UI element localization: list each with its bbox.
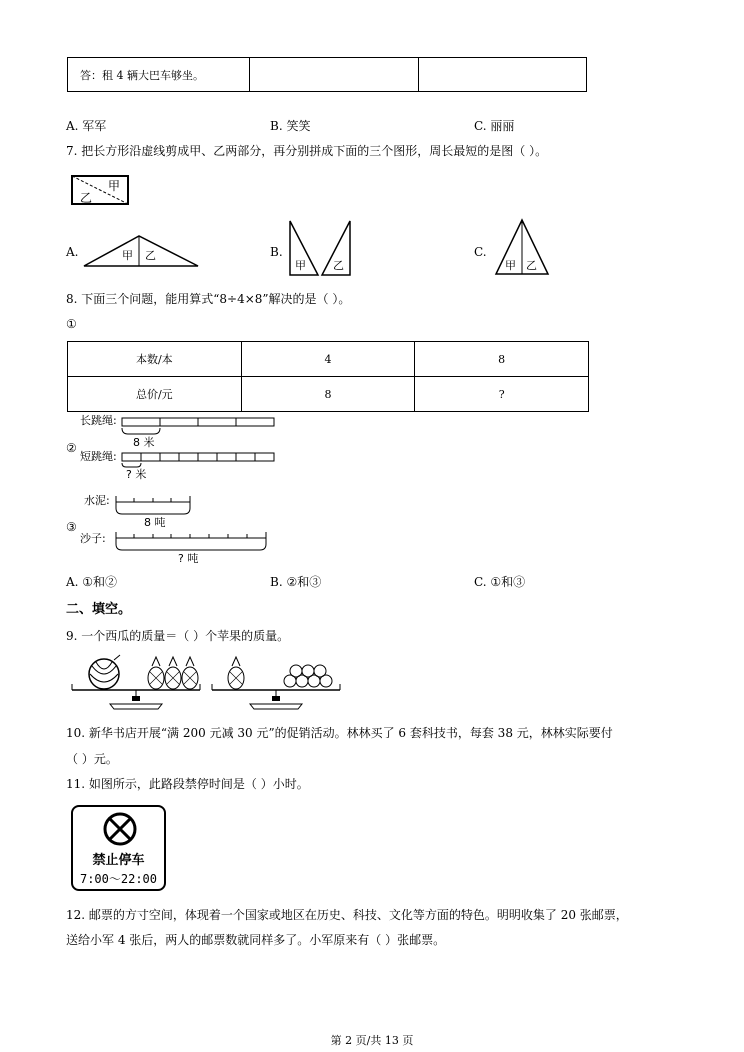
page-footer: 第 2 页/共 13 页 [330,1034,414,1047]
shape-a [82,233,202,269]
price-table [67,341,589,412]
no-parking-icon [102,811,138,847]
circle-1: ① [66,317,77,331]
circle-2: ② [66,441,77,455]
eight-t-label: 8 吨 [144,516,166,529]
option-a: A. 军军 [66,119,107,133]
empty-cell [418,58,587,92]
table-cell: 8 [241,377,415,412]
shape-c [492,217,552,277]
jia-label: 甲 [295,259,306,272]
question-12-line1: 12. 邮票的方寸空间，体现着一个国家或地区在历史、科技、文化等方面的特色。明明收集了 20 张邮票， [66,908,628,922]
pineapple-icon [148,657,164,689]
rope-diagram [78,412,278,480]
cement-label: 水泥: [84,494,110,507]
q8-option-c: C. ①和③ [474,575,526,589]
pineapple-icon [165,657,181,689]
table-cell: ? [415,377,589,412]
sign-text: 禁止停车 [92,853,145,868]
yi-label: 乙 [333,259,344,272]
q-m-label: ? 米 [126,468,147,480]
pineapple-icon [228,657,244,689]
option-b: B. 笑笑 [270,119,311,133]
answer-cell: 答：租 4 辆大巴车够坐。 [68,58,250,92]
q7-option-c: C. [474,245,487,259]
question-10-line2: （ ）元。 [66,752,118,766]
circle-3: ③ [66,520,77,534]
table-cell: 本数/本 [68,342,242,377]
question-8-stem: 8. 下面三个问题，能用算式“8÷4×8”解决的是（ ）。 [66,292,351,306]
section-title: 二、填空。 [66,602,132,617]
sand-label: 沙子: [80,532,106,545]
long-rope-label: 长跳绳: [80,414,117,427]
cement-sand-diagram [78,490,278,564]
table-cell: 总价/元 [68,377,242,412]
shape-b [286,217,356,277]
eight-m-label: 8 米 [133,436,155,449]
yi-label: 乙 [526,259,537,272]
sign-time: 7:00～22:00 [79,872,158,886]
apple-pile-icon [284,665,332,687]
jia-label: 甲 [505,259,516,272]
table-cell: 4 [241,342,415,377]
balance-scales [70,652,342,712]
q7-option-a: A. [66,245,79,259]
option-c: C. 丽丽 [474,119,515,133]
rectangle-figure [70,174,132,208]
yi-label: 乙 [145,249,156,262]
q8-option-a: A. ①和② [66,575,118,589]
jia-label: 甲 [108,179,121,193]
question-12-line2: 送给小军 4 张后，两人的邮票数就同样多了。小军原来有（ ）张邮票。 [66,933,446,947]
jia-label: 甲 [122,249,133,262]
q8-option-b: B. ②和③ [270,575,322,589]
answer-table [67,57,587,92]
question-11-stem: 11. 如图所示，此路段禁停时间是（ ）小时。 [66,777,309,791]
no-parking-sign [71,805,166,891]
yi-label: 乙 [80,191,93,205]
question-9-stem: 9. 一个西瓜的质量＝（ ）个苹果的质量。 [66,629,290,643]
empty-cell [250,58,418,92]
pineapple-icon [182,657,198,689]
question-10-line1: 10. 新华书店开展“满 200 元减 30 元”的促销活动。林林买了 6 套科技书，每套 38 元，林林实际要付 [66,726,613,740]
q7-option-b: B. [270,245,283,259]
table-cell: 8 [415,342,589,377]
question-7-stem: 7. 把长方形沿虚线剪成甲、乙两部分，再分别拼成下面的三个图形，周长最短的是图（ ）。 [66,144,548,158]
q-t-label: ? 吨 [178,552,199,564]
short-rope-label: 短跳绳: [80,450,117,463]
